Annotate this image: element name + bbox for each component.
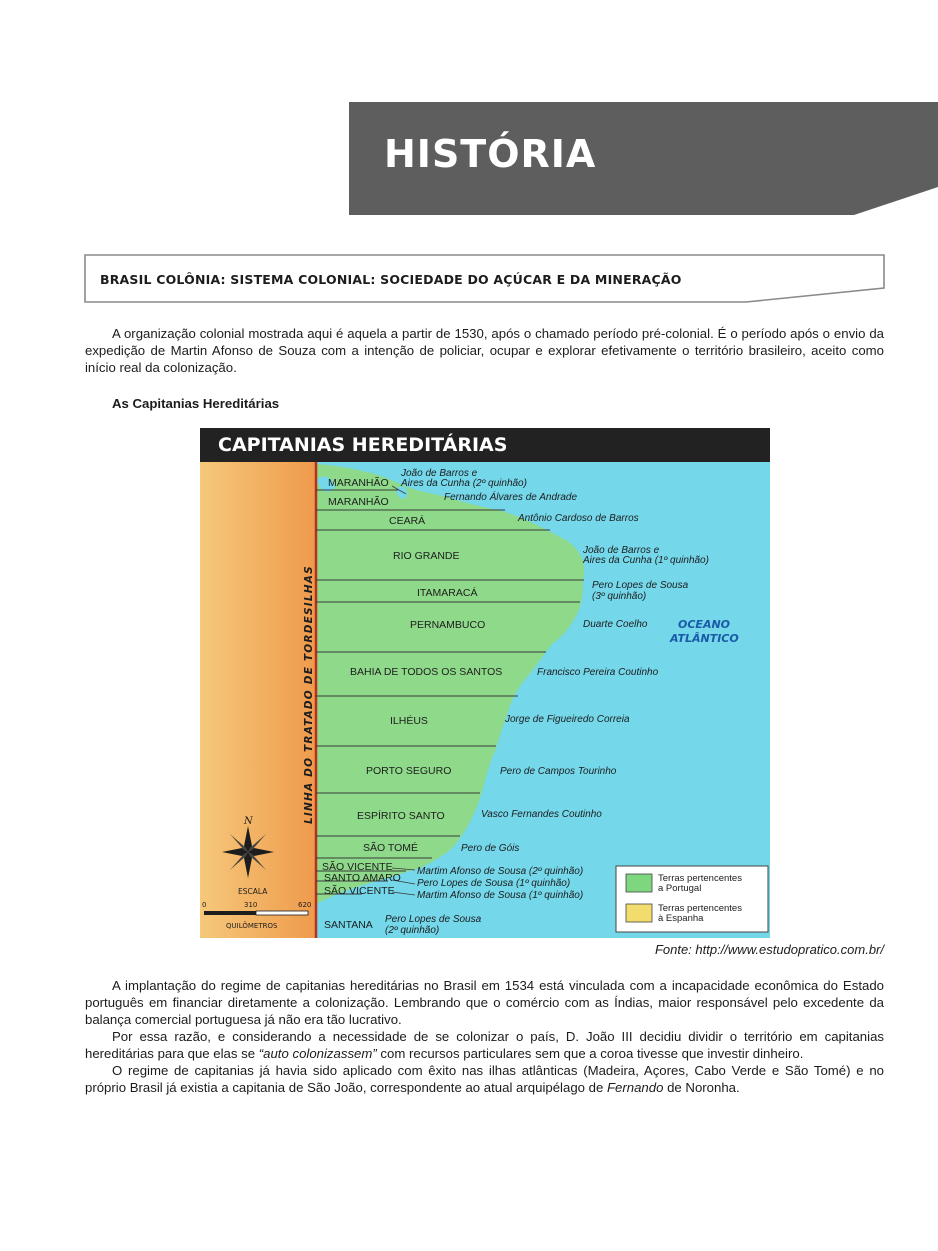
donee-name: Pero Lopes de Sousa: [385, 914, 482, 925]
body-text-italic: Fernando: [606, 1080, 664, 1095]
section-title-box: [84, 254, 886, 304]
donee-name: Francisco Pereira Coutinho: [537, 667, 659, 678]
donee-name: Vasco Fernandes Coutinho: [481, 809, 602, 820]
donee-name: Duarte Coelho: [583, 619, 648, 630]
captaincy-name: SÃO VICENTE: [324, 885, 395, 897]
body-text: A implantação do regime de capitanias hereditárias no Brasil em 1534 está vinculada com a incapacidade econômica do Estado português em financiar diretamente a colonização. Lembrando que o comércio com as Índias, maior responsável pelo excedente da balança comercial portuguesa já não era tão lucrativo.: [85, 978, 884, 1027]
scale-tick: 310: [244, 901, 258, 909]
donee-name: João de Barros e: [583, 545, 660, 556]
captaincy-name: SÃO TOMÉ: [363, 842, 419, 854]
page-title: HISTÓRIA: [384, 132, 597, 176]
donee-name: Fernando Álvares de Andrade: [444, 492, 578, 503]
captaincy-name: SÃO VICENTE: [322, 861, 393, 873]
intro-paragraph: [85, 325, 884, 376]
capitanias-map: [200, 428, 770, 938]
section-heading: BRASIL COLÔNIA: SISTEMA COLONIAL: SOCIEDADE DO AÇÚCAR E DA MINERAÇÃO: [100, 272, 682, 287]
donee-name: Martim Afonso de Sousa (2º quinhão): [417, 866, 584, 877]
body-text: com recursos particulares sem que a coroa tivesse que investir dinheiro.: [376, 1046, 804, 1061]
donee-name: Pero de Campos Tourinho: [500, 766, 617, 777]
scale-tick: 0: [202, 901, 207, 909]
donee-name: Antônio Cardoso de Barros: [518, 513, 639, 524]
legend-portugal-text: a Portugal: [658, 883, 702, 894]
ocean-label: OCEANO: [678, 618, 731, 631]
captaincy-name: BAHIA DE TODOS OS SANTOS: [350, 666, 503, 678]
donee-name: Pero de Góis: [461, 843, 520, 854]
spain-territory: [200, 462, 316, 938]
scale-bar-segment: [256, 911, 308, 915]
legend-spain-text: Terras pertencentes: [658, 903, 742, 914]
captaincy-name: SANTANA: [324, 919, 373, 931]
ocean-label: ATLÂNTICO: [670, 632, 739, 645]
body-text: Por essa razão, e considerando a necessidade de se colonizar o país, D. João III decidiu dividir o território em capitanias hereditárias para que elas se: [85, 1029, 884, 1061]
scale-tick: 620: [298, 901, 312, 909]
subheading: As Capitanias Hereditárias: [112, 396, 280, 411]
legend-spain-text: à Espanha: [658, 913, 704, 924]
captaincy-name: SANTO AMARO: [324, 872, 401, 884]
intro-text: A organização colonial mostrada aqui é aquela a partir de 1530, após o chamado período pré-colonial. É o período após o envio da expedição de Martin Afonso de Souza com a intenção de policiar, ocupar e explorar efetivamente o território brasileiro, aceito como início real da colonização.: [85, 326, 884, 375]
figure-source: Fonte: http://www.estudopratico.com.br/: [654, 942, 884, 957]
donee-name: Aires da Cunha (2º quinhão): [401, 478, 527, 489]
section-banner: [349, 102, 938, 216]
body-text-italic: “auto colonizassem”: [258, 1046, 377, 1061]
captaincy-name: ILHÉUS: [390, 715, 428, 727]
donee-name: (3º quinhão): [592, 591, 647, 602]
body-text: O regime de capitanias já havia sido aplicado com êxito nas ilhas atlânticas (Madeira, Açores, Cabo Verde e São Tomé) e no próprio Brasil já existia a capitania de São João, correspondente ao atual arquipélago de: [85, 1063, 884, 1095]
scale-bar-segment: [204, 911, 256, 915]
captaincy-name: PORTO SEGURO: [366, 765, 452, 777]
compass-north-label: N: [244, 816, 253, 827]
legend-portugal-text: Terras pertencentes: [658, 873, 742, 884]
body-paragraph-3: [85, 1062, 884, 1096]
captaincy-name: RIO GRANDE: [393, 550, 460, 562]
body-paragraph-1: [85, 977, 884, 1028]
captaincy-name: MARANHÃO: [328, 477, 389, 489]
captaincy-name: ITAMARACÁ: [417, 587, 478, 599]
captaincy-name: MARANHÃO: [328, 496, 389, 508]
body-text: de Noronha.: [663, 1080, 740, 1095]
donee-name: Aires da Cunha (1º quinhão): [583, 555, 709, 566]
captaincy-name: ESPÍRITO SANTO: [357, 810, 445, 822]
map-svg: [200, 428, 770, 938]
map-title: CAPITANIAS HEREDITÁRIAS: [218, 434, 508, 456]
captaincy-name: CEARÁ: [389, 515, 426, 527]
donee-name: João de Barros e: [401, 468, 478, 479]
donee-name: (2º quinhão): [385, 925, 440, 936]
legend-swatch-portugal: [626, 874, 652, 892]
body-paragraph-2: [85, 1028, 884, 1062]
captaincy-name: PERNAMBUCO: [410, 619, 486, 631]
donee-name: Pero Lopes de Sousa: [592, 580, 689, 591]
map-legend: [616, 866, 768, 932]
donee-name: Jorge de Figueiredo Correia: [505, 714, 630, 725]
donee-name: Martim Afonso de Sousa (1º quinhão): [417, 890, 584, 901]
tordesilhas-label: LINHA DO TRATADO DE TORDESILHAS: [303, 565, 315, 824]
scale-unit: QUILÔMETROS: [226, 922, 278, 930]
scale-title: ESCALA: [238, 887, 268, 896]
donee-name: Pero Lopes de Sousa (1º quinhão): [417, 878, 571, 889]
legend-swatch-spain: [626, 904, 652, 922]
